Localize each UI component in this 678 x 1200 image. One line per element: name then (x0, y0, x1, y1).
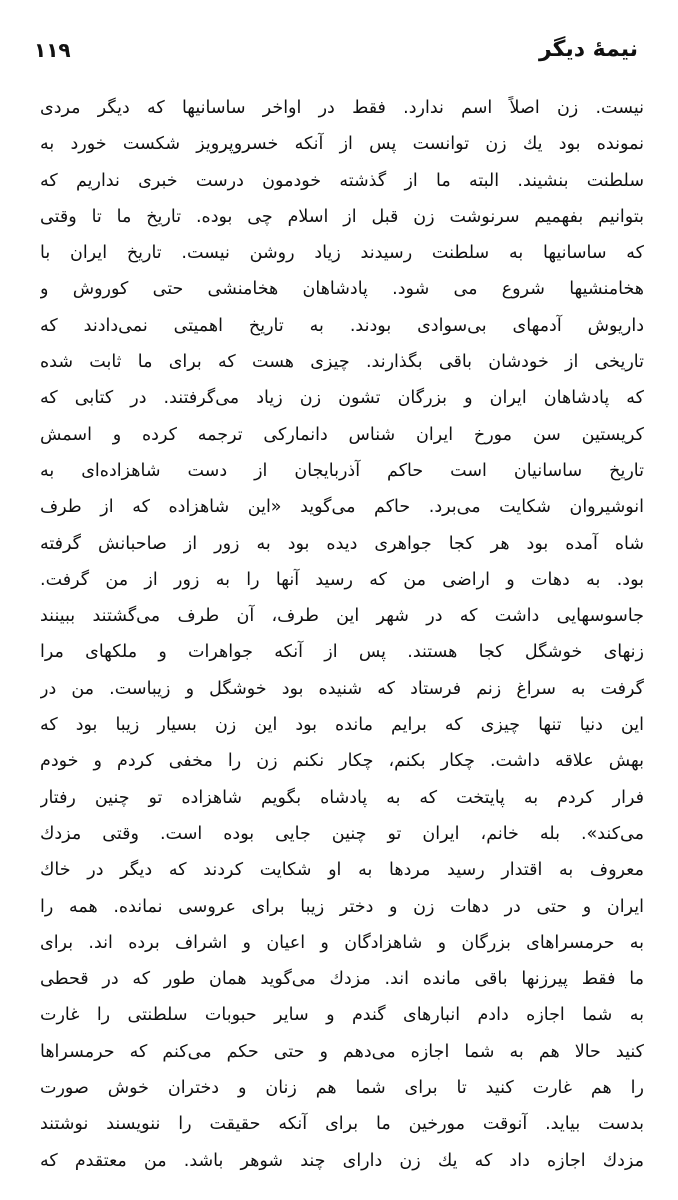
running-title: نیمهٔ دیگر (538, 37, 638, 62)
text-line: تاریخی از خودشان باقی بگذارند. چیزی هست که برای ما ثابت شده (40, 352, 644, 373)
text-line: جاسوسهایی داشت که در شهر این طرف، آن طرف می‌گشتند ببینند (40, 606, 644, 627)
page-number: ۱۱۹ (34, 38, 71, 62)
text-line: ما فقط پیرزنها باقی مانده اند. مزدك می‌گوید همان طور که در قحطی (40, 969, 644, 990)
text-line: بود. به دهات و اراضی من که رسید آنها را به زور از من گرفت. (40, 569, 644, 590)
text-line: نیست. زن اصلاً اسم ندارد. فقط در اواخر ساسانیها که دیگر مردی (40, 98, 644, 118)
text-line: به شما اجازه دادم انبارهای گندم و سایر حبوبات سلطنتی را غارت (40, 1005, 644, 1026)
text-line: ایران و حتی در دهات زن و دختر زیبا برای عروسی نمانده. همه را (40, 896, 644, 917)
text-line: را هم غارت کنید تا برای شما هم زنان و دختران خوش صورت (40, 1078, 644, 1099)
text-line: کریستین سن مورخ ایران شناس دانمارکی ترجمه کرده و اسمش (40, 424, 644, 445)
text-line: سلطنت بنشیند. البته ما از گذشته خودمون درست خبری نداریم که (40, 170, 644, 191)
body-text (40, 90, 644, 1179)
page-header (34, 30, 638, 70)
text-line: که ساسانیها به سلطنت رسیدند زیاد روشن نیست. تاریخ ایران با (40, 243, 644, 264)
text-line: می‌کند». بله خانم، ایران تو چنین جایی بوده است. وقتی مزدك (40, 823, 644, 844)
text-line: بتوانیم بفهمیم سرنوشت زن قبل از اسلام چی بوده. تاریخ ما تا وقتی (40, 206, 644, 227)
text-line: مزدك اجازه داد که یك زن دارای چند شوهر باشد. من معتقدم که (40, 1150, 644, 1171)
text-line: هخامنشیها شروع می شود. پادشاهان هخامنشی حتی کوروش و (40, 279, 644, 300)
text-line: گرفت به سراغ زنم فرستاد که شنیده بود خوشگل و زیباست. من در (40, 678, 644, 699)
text-line: که پادشاهان ایران و بزرگان تشون زن زیاد می‌گرفتند. در کتابی که (40, 388, 644, 409)
text-line: شاه آمده بود هر کجا جواهری دیده بود به زور از صاحبانش گرفته (40, 533, 644, 554)
text-line: بهش علاقه داشت. چکار بکنم، چکار نکنم زن را مخفی کردم و خودم (40, 751, 644, 772)
text-line: معروف به اقتدار رسید مردها به او شکایت کردند که دیگر در خاك (40, 860, 644, 881)
text-line: این دنیا تنها چیزی که برایم مانده بود این زن بسیار زیبا بود که (40, 715, 644, 736)
text-line: کنید حالا هم به شما اجازه می‌دهم و حتی حکم می‌کنم که حرمسراها (40, 1041, 644, 1062)
text-line: تاریخ ساسانیان است حاکم آذربایجان از دست شاهزاده‌ای به (40, 460, 644, 481)
text-line: به حرمسراهای بزرگان و شاهزادگان و اعیان و اشراف برده اند. برای (40, 932, 644, 953)
text-line: داریوش آدمهای بی‌سوادی بودند. به تاریخ اهمیتی نمی‌دادند که (40, 315, 644, 336)
text-line: زنهای خوشگل کجا هستند. پس از آنکه جواهرات و ملکهای مرا (40, 642, 644, 663)
text-line: بدست بیاید. آنوقت مورخین ما برای آنکه حقیقت را ننویسند نوشتند (40, 1114, 644, 1135)
text-line: فرار کردم به پایتخت که به پادشاه بگویم شاهزاده تو چنین رفتار (40, 787, 644, 808)
text-line: نمونده بود یك زن توانست پس از آنکه خسروپرویز شکست خورد به (40, 134, 644, 155)
text-line: انوشیروان شکایت می‌برد. حاکم می‌گوید «این شاهزاده که از طرف (40, 497, 644, 518)
